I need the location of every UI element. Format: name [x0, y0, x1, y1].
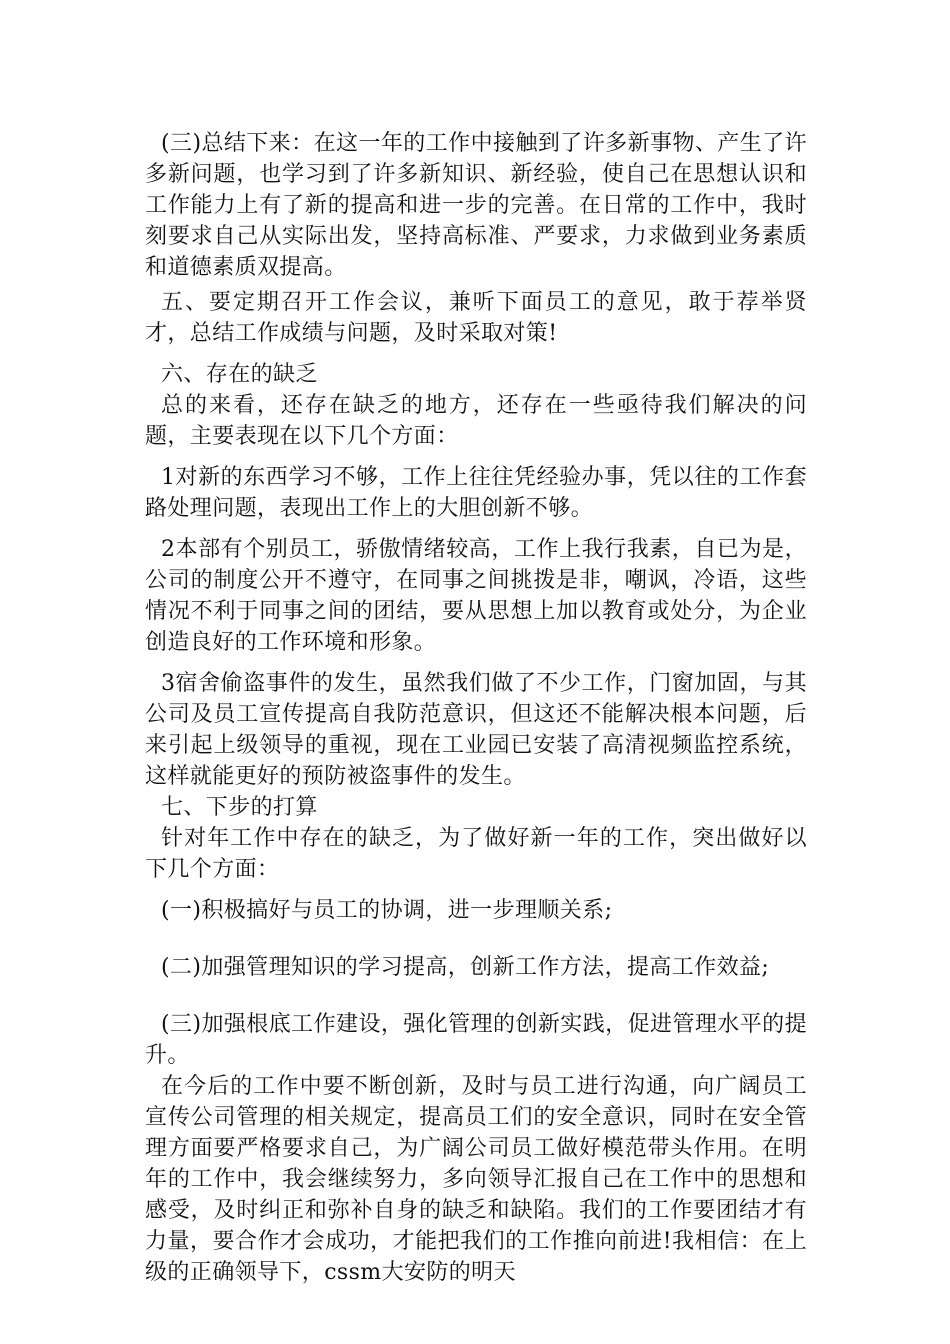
paragraph-section-five: 五、要定期召开工作会议，兼听下面员工的意见，敢于荐举贤才，总结工作成绩与问题，及时采取对策! — [145, 290, 807, 346]
plan-item-2: (二)加强管理知识的学习提高，创新工作方法，提高工作效益; — [161, 955, 770, 980]
plan-item-3: (三)加强根底工作建设，强化管理的创新实践，促进管理水平的提升。 — [145, 1012, 807, 1068]
heading-section-seven: 七、下步的打算 — [161, 795, 318, 820]
paragraph-plan-intro: 针对年工作中存在的缺乏，为了做好新一年的工作，突出做好以下几个方面： — [145, 826, 807, 882]
list-item-2: 2本部有个别员工，骄傲情绪较高，工作上我行我素，自已为是，公司的制度公开不遵守，在同事之间挑拨是非，嘲讽，冷语，这些情况不利于同事之间的团结，要从思想上加以教育或处分，为企业创造良好的工作环境和形象。 — [145, 537, 807, 655]
body-text — [145, 128, 807, 1288]
heading-section-six: 六、存在的缺乏 — [161, 362, 318, 387]
list-item-1: 1对新的东西学习不够，工作上往往凭经验办事，凭以往的工作套路处理问题，表现出工作上的大胆创新不够。 — [145, 465, 807, 521]
paragraph-overview: 总的来看，还存在缺乏的地方，还存在一些亟待我们解决的问题，主要表现在以下几个方面： — [145, 393, 807, 449]
paragraph-closing: 在今后的工作中要不断创新，及时与员工进行沟通，向广阔员工宣传公司管理的相关规定，提高员工们的安全意识，同时在安全管理方面要严格要求自己，为广阔公司员工做好模范带头作用。在明年的工作中，我会继续努力，多向领导汇报自己在工作中的思想和感受，及时纠正和弥补自身的缺乏和缺陷。我们的工作要团结才有力量，要合作才会成功，才能把我们的工作推向前进!我相信：在上级的正确领导下，cssm大安防的明天 — [145, 1074, 807, 1285]
list-item-3: 3宿舍偷盗事件的发生，虽然我们做了不少工作，门窗加固，与其公司及员工宣传提高自我防范意识，但这还不能解决根本问题，后来引起上级领导的重视，现在工业园已安装了高清视频监控系统，这样就能更好的预防被盗事件的发生。 — [145, 671, 807, 789]
paragraph-summary: (三)总结下来：在这一年的工作中接触到了许多新事物、产生了许多新问题，也学习到了许多新知识、新经验，使自己在思想认识和工作能力上有了新的提高和进一步的完善。在日常的工作中，我时刻要求自己从实际出发，坚持高标准、严要求，力求做到业务素质和道德素质双提高。 — [145, 131, 807, 280]
plan-item-1: (一)积极搞好与员工的协调，进一步理顺关系; — [161, 898, 613, 923]
